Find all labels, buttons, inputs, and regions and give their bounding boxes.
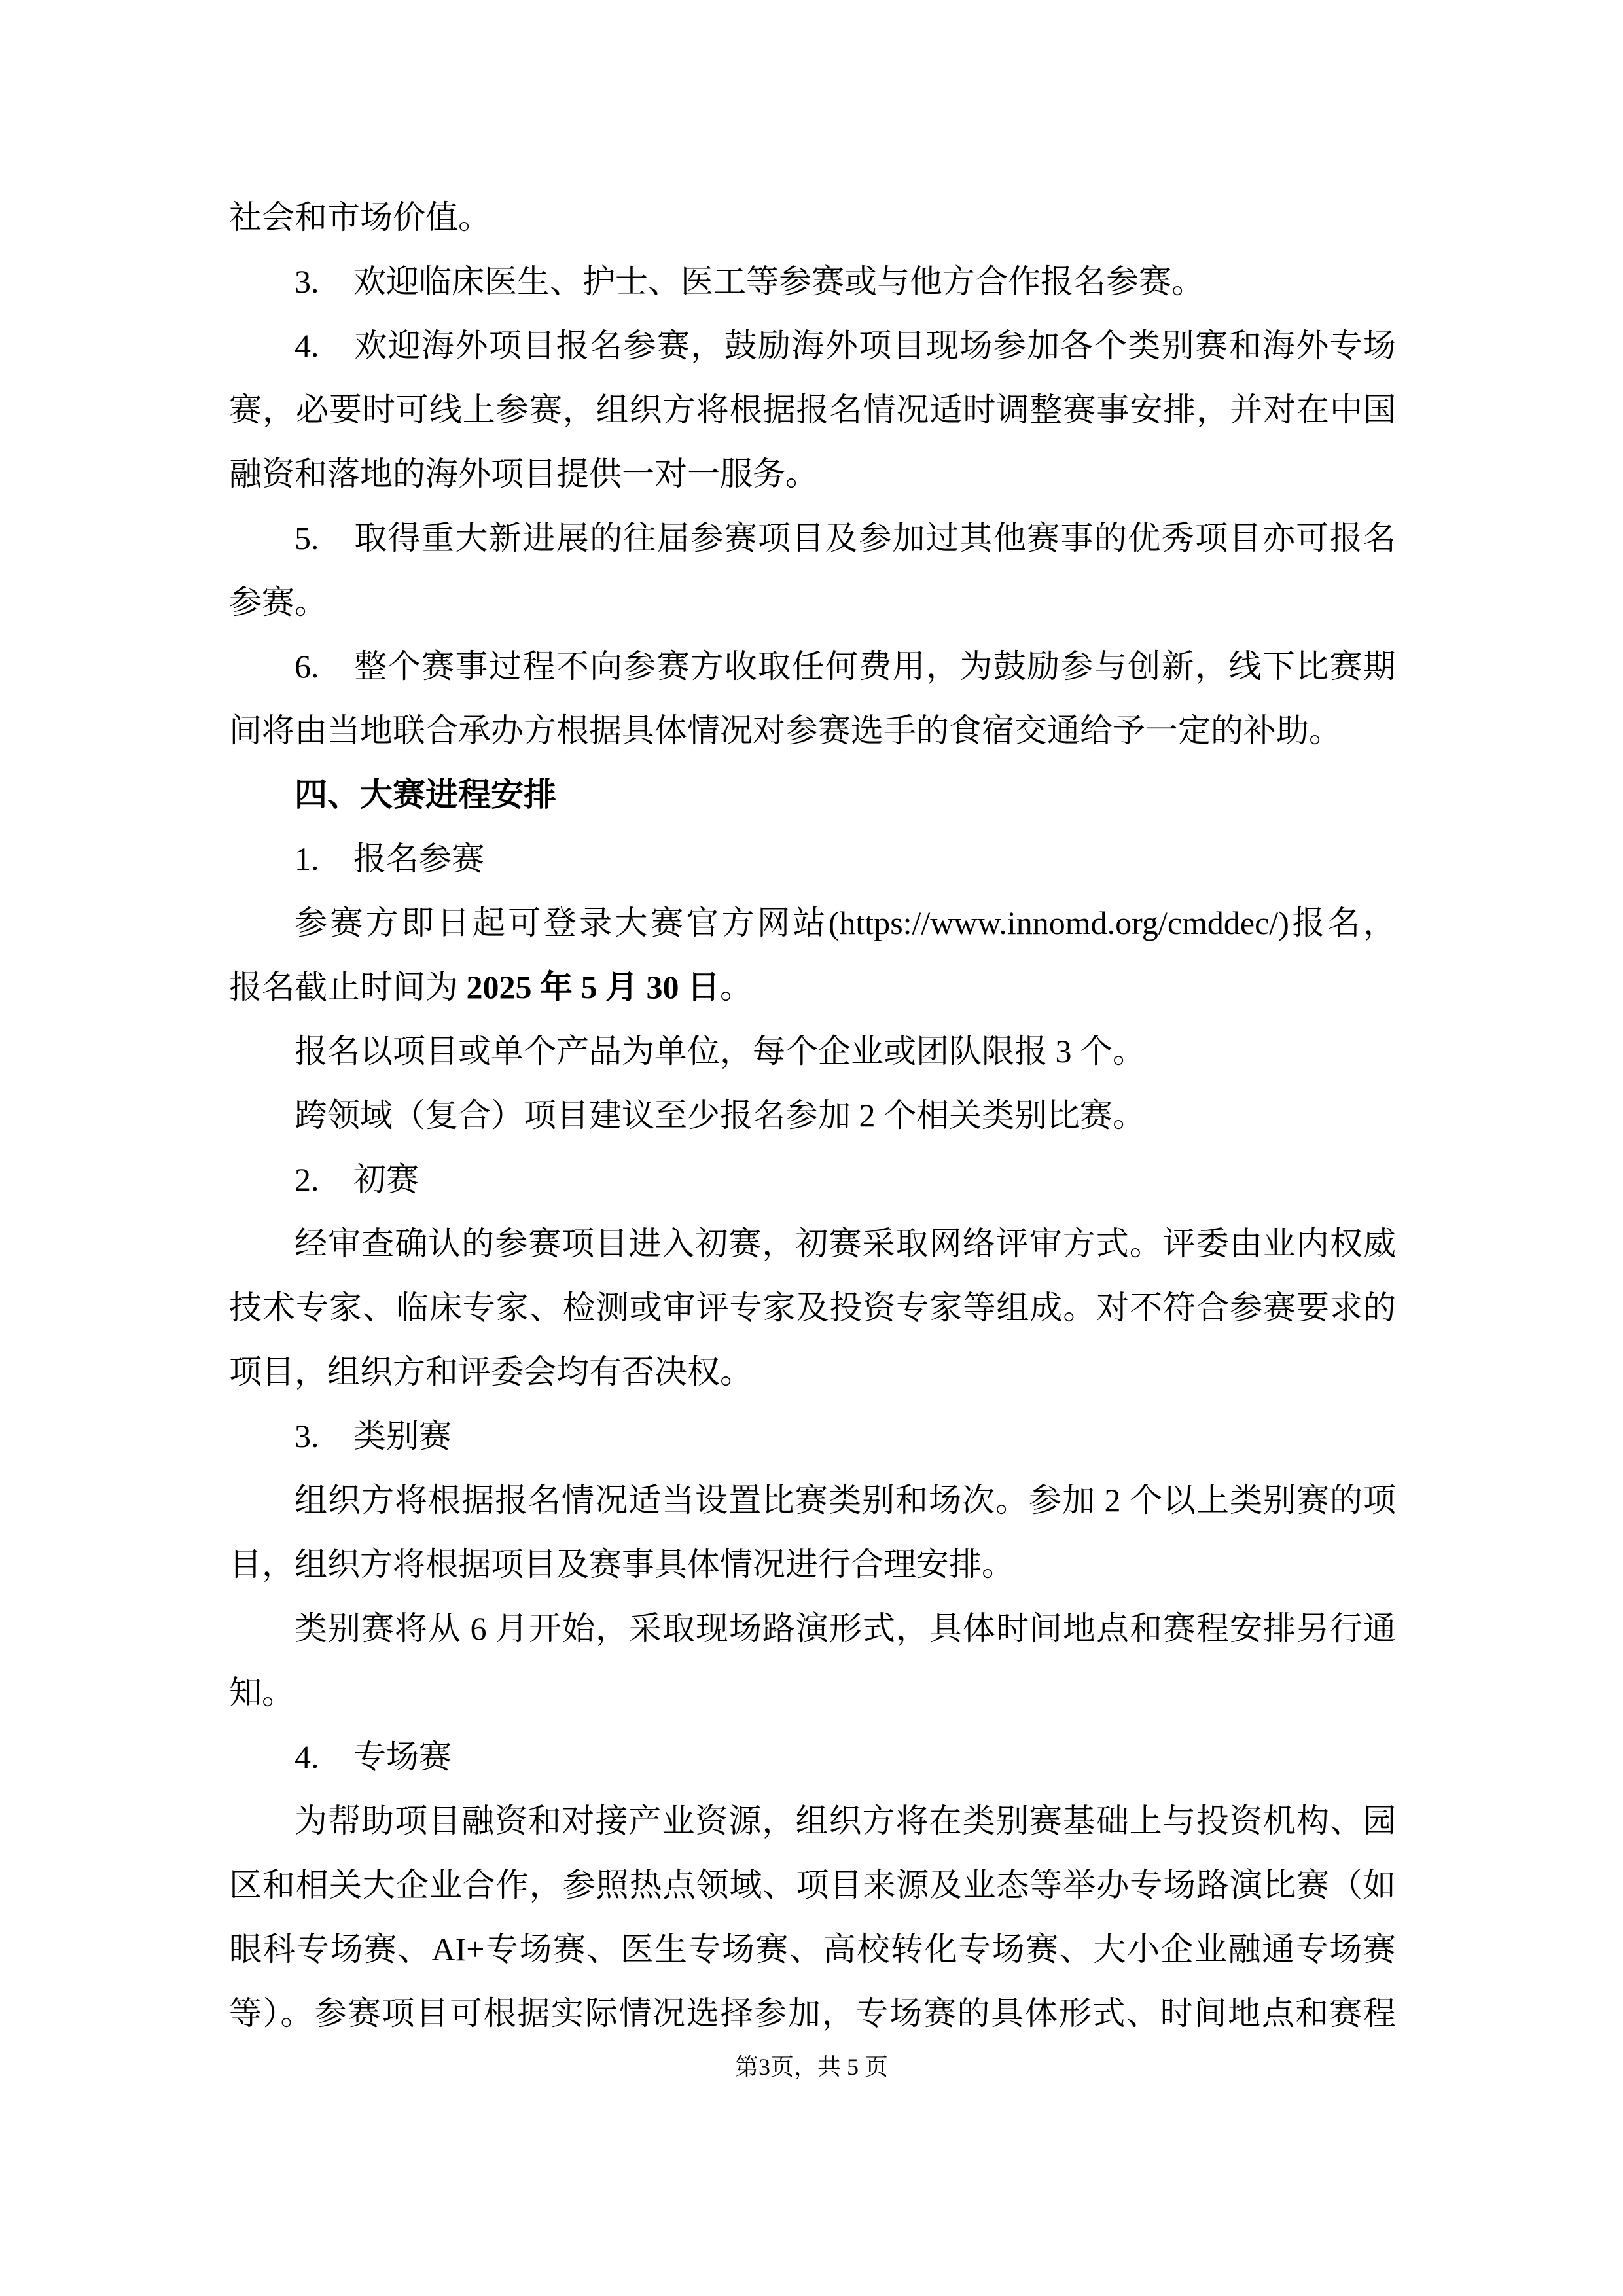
text-run: 融资和落地的海外项目提供一对一服务。 [229, 456, 818, 492]
paragraph-line [229, 1660, 1396, 1725]
text-run: 类别赛 [353, 1418, 452, 1454]
text-run: 参赛。 [229, 584, 327, 620]
list-number: 6. [294, 648, 319, 685]
paragraph-line [229, 1340, 1396, 1404]
paragraph-line [229, 1596, 1396, 1660]
list-number: 3. [294, 1418, 319, 1454]
list-number: 3. [294, 263, 319, 300]
text-run: 初赛 [353, 1161, 419, 1198]
text-run: 社会和市场价值。 [229, 199, 491, 236]
list-number: 4. [294, 1738, 319, 1775]
list-number: 5. [294, 520, 319, 556]
numbered-item [229, 1147, 1396, 1211]
text-run: 等）。参赛项目可根据实际情况选择参加，专场赛的具体形式、时间地点和赛程 [229, 1995, 1396, 2032]
list-number: 1. [294, 840, 319, 877]
page-number: 第3页，共 5 页 [734, 2054, 888, 2080]
text-run: 为帮助项目融资和对接产业资源，组织方将在类别赛基础上与投资机构、园 [294, 1803, 1396, 1839]
paragraph-line [229, 1083, 1396, 1147]
paragraph-line [229, 891, 1396, 955]
numbered-item [229, 827, 1396, 891]
numbered-item [229, 506, 1396, 570]
text-run: 类别赛将从 6 月开始，采取现场路演形式，具体时间地点和赛程安排另行通 [294, 1610, 1396, 1647]
text-run: 技术专家、临床专家、检测或审评专家及投资专家等组成。对不符合参赛要求的 [229, 1289, 1396, 1326]
text-run: 整个赛事过程不向参赛方收取任何费用，为鼓励参与创新，线下比赛期 [353, 648, 1396, 685]
list-number: 4. [294, 327, 319, 364]
numbered-item [229, 314, 1396, 378]
paragraph-line [229, 1019, 1396, 1083]
text-run: 区和相关大企业合作，参照热点领域、项目来源及业态等举办专场路演比赛（如 [229, 1867, 1396, 1903]
list-number: 2. [294, 1161, 319, 1198]
numbered-item [229, 1725, 1396, 1789]
paragraph-line [229, 1468, 1396, 1532]
text-run: 专场赛 [353, 1738, 452, 1775]
page-footer [0, 2050, 1623, 2084]
numbered-item [229, 249, 1396, 314]
text-run: 报名参赛 [353, 840, 484, 877]
text-run: 报名截止时间为 [229, 969, 467, 1005]
text-run: 欢迎海外项目报名参赛，鼓励海外项目现场参加各个类别赛和海外专场 [353, 327, 1396, 364]
paragraph-line [229, 185, 1396, 249]
paragraph-line [229, 1532, 1396, 1596]
paragraph-line [229, 378, 1396, 442]
text-run: 四、大赛进程安排 [294, 776, 556, 813]
paragraph-line [229, 1981, 1396, 2045]
paragraph-line [229, 698, 1396, 762]
website-url: https://www.innomd.org/cmddec/ [839, 905, 1279, 941]
document-body [229, 185, 1396, 2045]
paragraph-line [229, 442, 1396, 506]
numbered-item [229, 634, 1396, 698]
text-run: 欢迎临床医生、护士、医工等参赛或与他方合作报名参赛。 [353, 263, 1204, 300]
numbered-item [229, 1404, 1396, 1468]
text-run: 报名以项目或单个产品为单位，每个企业或团队限报 3 个。 [294, 1033, 1145, 1069]
text-run: 眼科专场赛、AI+专场赛、医生专场赛、高校转化专场赛、大小企业融通专场赛 [229, 1931, 1396, 1967]
paragraph-line [229, 1211, 1396, 1276]
text-run: 2025 年 5 月 30 日 [466, 969, 720, 1005]
text-run: 项目，组织方和评委会均有否决权。 [229, 1354, 753, 1390]
text-run: 取得重大新进展的往届参赛项目及参加过其他赛事的优秀项目亦可报名 [353, 520, 1396, 556]
paragraph-line [229, 1853, 1396, 1917]
text-run: 经审查确认的参赛项目进入初赛，初赛采取网络评审方式。评委由业内权威 [294, 1225, 1396, 1262]
paragraph-line [229, 1917, 1396, 1981]
paragraph-line [229, 570, 1396, 634]
text-run: 目，组织方将根据项目及赛事具体情况进行合理安排。 [229, 1546, 1014, 1583]
text-run: 。 [720, 969, 753, 1005]
text-run: 赛，必要时可线上参赛，组织方将根据报名情况适时调整赛事安排，并对在中国 [229, 391, 1396, 428]
text-run: 参赛方即日起可登录大赛官方网站( [294, 905, 840, 941]
text-run: 跨领域（复合）项目建议至少报名参加 2 个相关类别比赛。 [294, 1097, 1145, 1134]
paragraph-line [229, 955, 1396, 1019]
paragraph-line [229, 1789, 1396, 1853]
text-run: 间将由当地联合承办方根据具体情况对参赛选手的食宿交通给予一定的补助。 [229, 712, 1342, 749]
paragraph-line [229, 1276, 1396, 1340]
section-heading [229, 762, 1396, 827]
text-run: 知。 [229, 1674, 294, 1711]
text-run: 组织方将根据报名情况适当设置比赛类别和场次。参加 2 个以上类别赛的项 [294, 1482, 1396, 1518]
text-run: )报名， [1278, 905, 1396, 941]
